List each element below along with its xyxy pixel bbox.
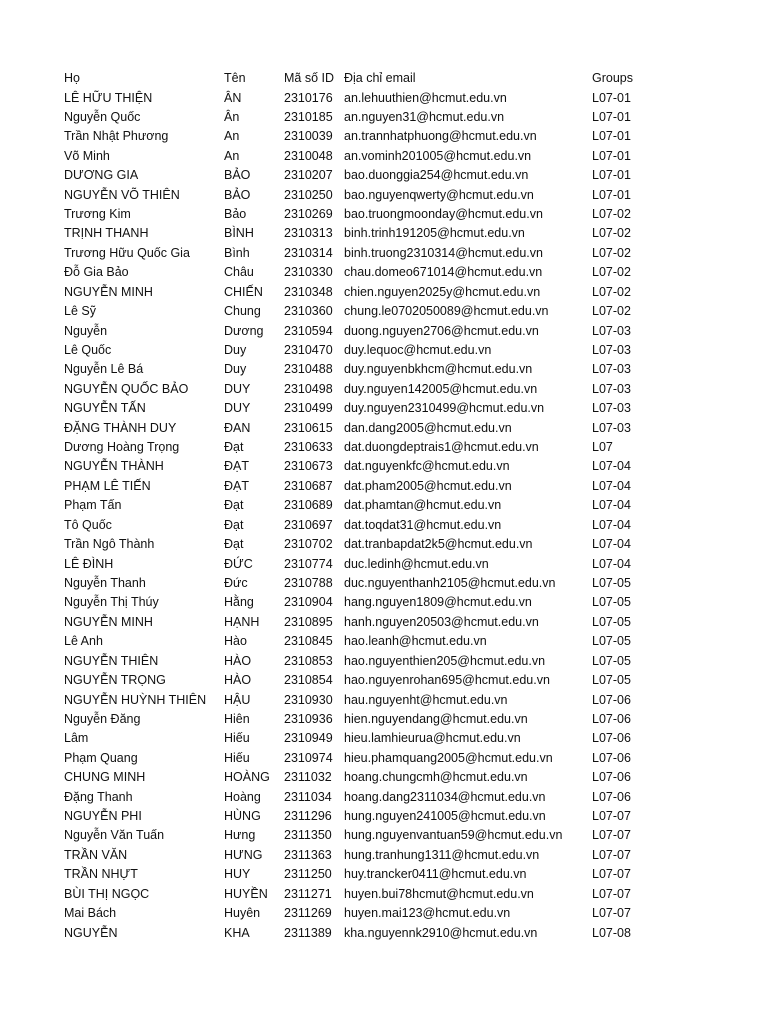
cell-email: hung.tranhung1311@hcmut.edu.vn xyxy=(344,847,540,862)
cell-id: 2311350 xyxy=(284,828,332,843)
cell-id: 2311032 xyxy=(284,770,332,785)
cell-id: 2311250 xyxy=(284,867,332,882)
cell-groups: L07-04 xyxy=(592,459,631,474)
cell-ten: Ân xyxy=(224,109,240,124)
table-row xyxy=(0,593,768,612)
cell-id: 2310348 xyxy=(284,284,333,299)
table-row xyxy=(0,244,768,263)
cell-ten: CHIẾN xyxy=(224,284,263,299)
cell-id: 2311296 xyxy=(284,809,332,824)
cell-ten: Hưng xyxy=(224,828,256,843)
cell-email: huy.trancker0411@hcmut.edu.vn xyxy=(344,867,527,882)
table-row xyxy=(0,205,768,224)
cell-ho: Đặng Thanh xyxy=(64,789,133,804)
cell-ho: NGUYỄN xyxy=(64,925,118,940)
cell-groups: L07-06 xyxy=(592,692,631,707)
table-row xyxy=(0,186,768,205)
cell-id: 2310207 xyxy=(284,168,333,183)
table-row xyxy=(0,147,768,166)
cell-groups: L07-05 xyxy=(592,576,631,590)
table-row xyxy=(0,477,768,496)
cell-groups: L07-01 xyxy=(592,168,631,183)
cell-email: duy.nguyen2310499@hcmut.edu.vn xyxy=(344,401,545,416)
cell-id: 2310498 xyxy=(284,381,333,396)
cell-email: hau.nguyenht@hcmut.edu.vn xyxy=(344,692,508,707)
cell-email: kha.nguyennk2910@hcmut.edu.vn xyxy=(344,925,538,940)
cell-ten: Đạt xyxy=(224,440,244,455)
cell-ten: DUY xyxy=(224,401,251,416)
cell-ho: Tô Quốc xyxy=(64,517,112,532)
cell-groups: L07-01 xyxy=(592,148,631,163)
cell-email: hao.nguyenrohan695@hcmut.edu.vn xyxy=(344,673,550,688)
cell-groups: L07 xyxy=(592,440,613,455)
table-row xyxy=(0,89,768,108)
cell-groups: L07-07 xyxy=(592,809,631,824)
table-row xyxy=(0,516,768,535)
cell-email: bao.truongmoonday@hcmut.edu.vn xyxy=(344,207,543,222)
table-row xyxy=(0,865,768,884)
table-row xyxy=(0,224,768,243)
cell-ho: NGUYỄN VÕ THIÊN xyxy=(64,187,180,202)
cell-groups: L07-03 xyxy=(592,362,631,377)
cell-email: duc.ledinh@hcmut.edu.vn xyxy=(344,556,489,571)
cell-id: 2311034 xyxy=(284,789,332,804)
cell-groups: L07-03 xyxy=(592,401,631,416)
cell-groups: L07-07 xyxy=(592,828,631,843)
table-row xyxy=(0,768,768,787)
table-row xyxy=(0,826,768,845)
cell-ten: ĐẠT xyxy=(224,478,249,493)
cell-email: binh.truong2310314@hcmut.edu.vn xyxy=(344,245,543,260)
cell-ho: NGUYỄN MINH xyxy=(64,284,153,299)
cell-id: 2310702 xyxy=(284,537,333,552)
cell-groups: L07-06 xyxy=(592,770,631,785)
cell-id: 2310360 xyxy=(284,304,333,319)
cell-ten: Hoàng xyxy=(224,789,261,804)
cell-ten: Hằng xyxy=(224,595,254,610)
cell-ho: PHẠM LÊ TIẾN xyxy=(64,478,151,493)
table-row xyxy=(0,691,768,710)
cell-ho: LÊ ĐÌNH xyxy=(64,556,114,571)
cell-ho: Võ Minh xyxy=(64,148,110,163)
cell-ho: NGUYỄN MINH xyxy=(64,614,153,629)
cell-email: hung.nguyen241005@hcmut.edu.vn xyxy=(344,809,546,824)
cell-ten: BÌNH xyxy=(224,226,254,241)
cell-ho: Nguyễn Đăng xyxy=(64,711,141,726)
cell-groups: L07-04 xyxy=(592,517,631,532)
cell-ho: LÊ HỮU THIỆN xyxy=(64,90,153,105)
cell-email: hang.nguyen1809@hcmut.edu.vn xyxy=(344,595,532,610)
cell-ho: Trần Nhật Phương xyxy=(64,129,169,144)
cell-email: dat.toqdat31@hcmut.edu.vn xyxy=(344,517,502,532)
cell-ho: TRẦN VĂN xyxy=(64,847,128,862)
cell-email: hoang.dang2311034@hcmut.edu.vn xyxy=(344,789,546,804)
cell-ho: Lê Quốc xyxy=(64,342,112,357)
cell-ho: Mai Bách xyxy=(64,906,117,921)
table-row xyxy=(0,788,768,807)
cell-ten: HÀO xyxy=(224,673,252,688)
cell-ho: Nguyễn Thanh xyxy=(64,576,146,590)
table-row xyxy=(0,671,768,690)
cell-email: dat.pham2005@hcmut.edu.vn xyxy=(344,478,512,493)
header-ten: Tên xyxy=(224,71,246,85)
table-row xyxy=(0,360,768,379)
cell-ten: HƯNG xyxy=(224,847,263,862)
cell-groups: L07-07 xyxy=(592,867,631,882)
cell-groups: L07-03 xyxy=(592,323,631,338)
cell-groups: L07-06 xyxy=(592,750,631,765)
cell-ho: NGUYỄN TẤN xyxy=(64,401,146,416)
cell-groups: L07-01 xyxy=(592,109,631,124)
table-row xyxy=(0,807,768,826)
cell-groups: L07-01 xyxy=(592,90,631,105)
cell-id: 2310697 xyxy=(284,517,333,532)
table-row xyxy=(0,302,768,321)
cell-ten: HOÀNG xyxy=(224,770,270,785)
cell-groups: L07-02 xyxy=(592,284,631,299)
cell-email: an.nguyen31@hcmut.edu.vn xyxy=(344,109,505,124)
cell-groups: L07-03 xyxy=(592,381,631,396)
cell-id: 2310895 xyxy=(284,614,333,629)
cell-groups: L07-05 xyxy=(592,595,631,610)
table-row xyxy=(0,632,768,651)
cell-ten: Đức xyxy=(224,576,248,590)
cell-ten: BẢO xyxy=(224,187,251,202)
table-row xyxy=(0,613,768,632)
cell-email: bao.duonggia254@hcmut.edu.vn xyxy=(344,168,529,183)
cell-groups: L07-07 xyxy=(592,847,631,862)
cell-id: 2310313 xyxy=(284,226,333,241)
table-row xyxy=(0,283,768,302)
cell-id: 2311269 xyxy=(284,906,332,921)
cell-id: 2310936 xyxy=(284,711,333,726)
table-row xyxy=(0,729,768,748)
cell-email: an.lehuuthien@hcmut.edu.vn xyxy=(344,90,507,105)
cell-email: an.trannhatphuong@hcmut.edu.vn xyxy=(344,129,537,144)
cell-ten: Duy xyxy=(224,362,247,377)
cell-groups: L07-06 xyxy=(592,789,631,804)
cell-ho: Nguyễn Thị Thúy xyxy=(64,595,159,610)
cell-ho: Nguyễn Văn Tuấn xyxy=(64,828,165,843)
table-row xyxy=(0,496,768,515)
cell-email: chau.domeo671014@hcmut.edu.vn xyxy=(344,265,543,280)
cell-id: 2311271 xyxy=(284,886,332,901)
cell-ho: NGUYỄN TRỌNG xyxy=(64,673,166,688)
cell-id: 2310673 xyxy=(284,459,333,474)
cell-email: binh.trinh191205@hcmut.edu.vn xyxy=(344,226,525,241)
cell-ten: HÙNG xyxy=(224,809,261,824)
cell-groups: L07-07 xyxy=(592,886,631,901)
table-row xyxy=(0,438,768,457)
cell-ten: HẬU xyxy=(224,692,251,707)
cell-groups: L07-05 xyxy=(592,653,631,668)
cell-id: 2310488 xyxy=(284,362,333,377)
cell-id: 2310845 xyxy=(284,634,333,649)
cell-email: duong.nguyen2706@hcmut.edu.vn xyxy=(344,323,539,338)
cell-ho: Phạm Quang xyxy=(64,750,138,765)
cell-ho: NGUYỄN HUỲNH THIÊN xyxy=(64,692,207,707)
cell-ten: Đạt xyxy=(224,498,244,513)
cell-ten: Huyên xyxy=(224,906,261,921)
cell-id: 2310185 xyxy=(284,109,333,124)
cell-groups: L07-02 xyxy=(592,304,631,319)
table-row xyxy=(0,457,768,476)
table-row xyxy=(0,535,768,554)
table-row xyxy=(0,399,768,418)
cell-ten: Hiếu xyxy=(224,750,250,765)
cell-id: 2310269 xyxy=(284,207,333,222)
cell-email: hieu.lamhieurua@hcmut.edu.vn xyxy=(344,731,521,746)
cell-ten: Hiên xyxy=(224,711,250,726)
header-row xyxy=(0,69,768,88)
cell-ten: HẠNH xyxy=(224,614,260,629)
table-row xyxy=(0,108,768,127)
cell-ho: Lê Sỹ xyxy=(64,304,96,319)
table-row xyxy=(0,904,768,923)
cell-groups: L07-03 xyxy=(592,420,631,435)
cell-id: 2310314 xyxy=(284,245,333,260)
table-row xyxy=(0,166,768,185)
cell-email: dat.tranbapdat2k5@hcmut.edu.vn xyxy=(344,537,533,552)
cell-email: chung.le0702050089@hcmut.edu.vn xyxy=(344,304,549,319)
cell-ten: BẢO xyxy=(224,168,251,183)
cell-ten: Đạt xyxy=(224,537,244,552)
cell-ho: NGUYỄN THÀNH xyxy=(64,459,164,474)
cell-ho: CHUNG MINH xyxy=(64,770,146,785)
cell-groups: L07-05 xyxy=(592,673,631,688)
cell-id: 2311363 xyxy=(284,847,332,862)
cell-groups: L07-02 xyxy=(592,245,631,260)
cell-groups: L07-03 xyxy=(592,342,631,357)
cell-ten: HUYỀN xyxy=(224,886,268,901)
cell-groups: L07-04 xyxy=(592,537,631,552)
cell-id: 2310176 xyxy=(284,90,333,105)
cell-email: dat.phamtan@hcmut.edu.vn xyxy=(344,498,502,513)
cell-id: 2310853 xyxy=(284,653,333,668)
cell-id: 2310854 xyxy=(284,673,333,688)
cell-ho: ĐẶNG THÀNH DUY xyxy=(64,420,177,435)
cell-id: 2310687 xyxy=(284,478,333,493)
cell-ho: Trương Hữu Quốc Gia xyxy=(64,245,190,260)
cell-groups: L07-01 xyxy=(592,129,631,144)
table-row xyxy=(0,846,768,865)
cell-email: duc.nguyenthanh2105@hcmut.edu.vn xyxy=(344,576,556,590)
cell-email: hung.nguyenvantuan59@hcmut.edu.vn xyxy=(344,828,563,843)
cell-ten: ĐỨC xyxy=(224,556,253,571)
cell-ten: HUY xyxy=(224,867,251,882)
cell-id: 2311389 xyxy=(284,925,332,940)
cell-groups: L07-06 xyxy=(592,711,631,726)
cell-id: 2310904 xyxy=(284,595,333,610)
cell-ten: Bình xyxy=(224,245,250,260)
cell-email: dan.dang2005@hcmut.edu.vn xyxy=(344,420,512,435)
cell-ho: Dương Hoàng Trọng xyxy=(64,440,180,455)
cell-groups: L07-05 xyxy=(592,634,631,649)
cell-groups: L07-04 xyxy=(592,478,631,493)
cell-groups: L07-04 xyxy=(592,556,631,571)
cell-id: 2310594 xyxy=(284,323,333,338)
cell-ho: Lâm xyxy=(64,731,89,746)
cell-ten: KHA xyxy=(224,925,250,940)
table-row xyxy=(0,749,768,768)
cell-email: hao.nguyenthien205@hcmut.edu.vn xyxy=(344,653,546,668)
cell-ho: NGUYỄN QUỐC BẢO xyxy=(64,381,189,396)
cell-email: duy.lequoc@hcmut.edu.vn xyxy=(344,342,492,357)
cell-ten: Bảo xyxy=(224,207,247,222)
cell-ten: An xyxy=(224,148,240,163)
cell-ten: Chung xyxy=(224,304,261,319)
cell-id: 2310633 xyxy=(284,440,333,455)
cell-email: chien.nguyen2025y@hcmut.edu.vn xyxy=(344,284,541,299)
cell-email: hieu.phamquang2005@hcmut.edu.vn xyxy=(344,750,553,765)
cell-ho: BÙI THỊ NGỌC xyxy=(64,886,150,901)
cell-ten: DUY xyxy=(224,381,251,396)
cell-ho: TRẦN NHỰT xyxy=(64,867,138,882)
cell-id: 2310039 xyxy=(284,129,333,144)
cell-id: 2310250 xyxy=(284,187,333,202)
cell-id: 2310615 xyxy=(284,420,333,435)
cell-email: hien.nguyendang@hcmut.edu.vn xyxy=(344,711,528,726)
cell-ten: ĐAN xyxy=(224,420,251,435)
table-row xyxy=(0,924,768,943)
cell-id: 2310788 xyxy=(284,576,333,590)
table-row xyxy=(0,419,768,438)
table-row xyxy=(0,555,768,574)
cell-id: 2310974 xyxy=(284,750,333,765)
cell-ten: ĐẠT xyxy=(224,459,249,474)
cell-id: 2310689 xyxy=(284,498,333,513)
cell-id: 2310048 xyxy=(284,148,333,163)
cell-ho: NGUYỄN THIÊN xyxy=(64,653,159,668)
cell-ho: Nguyễn Lê Bá xyxy=(64,362,144,377)
header-email: Địa chỉ email xyxy=(344,71,416,85)
cell-email: hoang.chungcmh@hcmut.edu.vn xyxy=(344,770,528,785)
cell-ten: Hiếu xyxy=(224,731,250,746)
cell-ten: An xyxy=(224,129,240,144)
cell-ten: Châu xyxy=(224,265,254,280)
cell-email: duy.nguyen142005@hcmut.edu.vn xyxy=(344,381,538,396)
cell-groups: L07-06 xyxy=(592,731,631,746)
cell-ho: DƯƠNG GIA xyxy=(64,168,139,183)
cell-ten: Hào xyxy=(224,634,247,649)
table-row xyxy=(0,574,768,593)
cell-groups: L07-01 xyxy=(592,187,631,202)
cell-ho: NGUYỄN PHI xyxy=(64,809,142,824)
cell-ho: TRỊNH THANH xyxy=(64,226,149,241)
cell-ten: Duy xyxy=(224,342,247,357)
cell-ho: Trương Kim xyxy=(64,207,131,222)
cell-ho: Nguyễn xyxy=(64,323,108,338)
cell-email: huyen.mai123@hcmut.edu.vn xyxy=(344,906,511,921)
cell-id: 2310774 xyxy=(284,556,333,571)
cell-id: 2310330 xyxy=(284,265,333,280)
cell-email: dat.nguyenkfc@hcmut.edu.vn xyxy=(344,459,510,474)
cell-id: 2310930 xyxy=(284,692,333,707)
cell-ten: Đạt xyxy=(224,517,244,532)
cell-ho: Phạm Tấn xyxy=(64,498,122,513)
table-row xyxy=(0,127,768,146)
header-groups: Groups xyxy=(592,71,633,85)
cell-email: dat.duongdeptrais1@hcmut.edu.vn xyxy=(344,440,539,455)
cell-ten: HÀO xyxy=(224,653,252,668)
cell-groups: L07-02 xyxy=(592,265,631,280)
table-row xyxy=(0,322,768,341)
cell-id: 2310949 xyxy=(284,731,333,746)
cell-ho: Lê Anh xyxy=(64,634,103,649)
table-row xyxy=(0,885,768,904)
cell-email: hanh.nguyen20503@hcmut.edu.vn xyxy=(344,614,539,629)
cell-email: hao.leanh@hcmut.edu.vn xyxy=(344,634,487,649)
table-row xyxy=(0,710,768,729)
cell-groups: L07-07 xyxy=(592,906,631,921)
cell-ho: Nguyễn Quốc xyxy=(64,109,141,124)
cell-ho: Đỗ Gia Bảo xyxy=(64,265,129,280)
table-row xyxy=(0,263,768,282)
cell-email: huyen.bui78hcmut@hcmut.edu.vn xyxy=(344,886,534,901)
cell-groups: L07-02 xyxy=(592,226,631,241)
cell-email: an.vominh201005@hcmut.edu.vn xyxy=(344,148,532,163)
cell-ten: Dương xyxy=(224,323,264,338)
cell-ten: ÂN xyxy=(224,90,242,105)
table-row xyxy=(0,652,768,671)
cell-ho: Trần Ngô Thành xyxy=(64,537,155,552)
cell-id: 2310499 xyxy=(284,401,333,416)
cell-groups: L07-05 xyxy=(592,614,631,629)
cell-groups: L07-04 xyxy=(592,498,631,513)
table-row xyxy=(0,341,768,360)
cell-groups: L07-02 xyxy=(592,207,631,222)
cell-id: 2310470 xyxy=(284,342,333,357)
header-ho: Họ xyxy=(64,71,80,85)
cell-groups: L07-08 xyxy=(592,925,631,940)
cell-email: bao.nguyenqwerty@hcmut.edu.vn xyxy=(344,187,534,202)
header-id: Mã số ID xyxy=(284,71,335,85)
cell-email: duy.nguyenbkhcm@hcmut.edu.vn xyxy=(344,362,533,377)
table-row xyxy=(0,380,768,399)
